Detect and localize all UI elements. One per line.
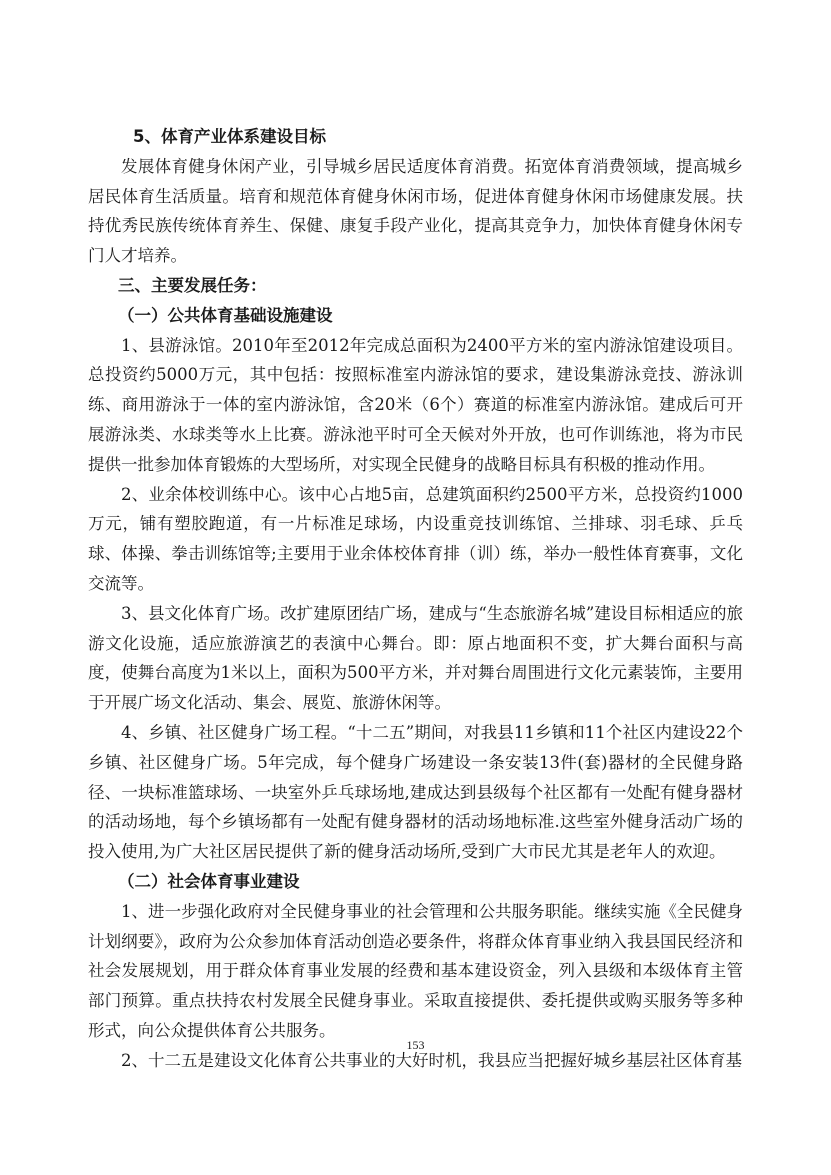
subheading-social-sports: （二）社会体育事业建设 xyxy=(118,871,300,891)
paragraph-sports-industry: 发展体育健身休闲产业，引导城乡居民适度体育消费。拓宽体育消费领域，提高城乡居民体育生活质量。培育和规范体育健身休闲市场，促进体育健身休闲市场健康发展。扶持优秀民族传统体育养生、保健、康复手段产业化，提高其竞争力，加快体育健身休闲专门人才培养。 xyxy=(88,156,743,266)
document-body xyxy=(88,122,743,1076)
section-heading-5: 5、体育产业体系建设目标 xyxy=(133,127,326,146)
paragraph-government-role: 1、进一步强化政府对全民健身事业的社会管理和公共服务职能。继续实施《全民健身计划纲要》，政府为公众参加体育活动创造必要条件，将群众体育事业纳入我县国民经济和社会发展规划，用于群众体育事业发展的经费和基本建设资金，列入县级和本级体育主管部门预算。重点扶持农村发展全民健身事业。采取直接提供、委托提供或购买服务等多种形式，向公众提供体育公共服务。 xyxy=(88,901,743,1040)
paragraph-training-center: 2、业余体校训练中心。该中心占地5亩，总建筑面积约2500平方米，总投资约1000万元，铺有塑胶跑道，有一片标准足球场，内设重竞技训练馆、兰排球、羽毛球、乒乓球、体操、拳击训练馆等;主要用于业余体校体育排（训）练，举办一般性体育赛事，文化交流等。 xyxy=(88,484,743,593)
subheading-public-facilities: （一）公共体育基础设施建设 xyxy=(118,305,333,325)
paragraph-swimming-hall: 1、县游泳馆。2010年至2012年完成总面积为2400平方米的室内游泳馆建设项目。总投资约5000万元，其中包括：按照标准室内游泳馆的要求，建设集游泳竞技、游泳训练、商用游泳于一体的室内游泳馆，含20米（6个）赛道的标准室内游泳馆。建成后可开展游泳类、水球类等水上比赛。游泳池平时可全天候对外开放，也可作训练池，将为市民提供一批参加体育锻炼的大型场所，对实现全民健身的战略目标具有积极的推动作用。 xyxy=(88,335,743,474)
paragraph-fitness-squares: 4、乡镇、社区健身广场工程。“十二五”期间，对我县11乡镇和11个社区内建设22个乡镇、社区健身广场。5年完成，每个健身广场建设一条安装13件(套)器材的全民健身路径、一块标准篮球场、一块室外乒乓球场地,建成达到县级每个社区都有一处配有健身器材的活动场地，每个乡镇场都有一处配有健身器材的活动场地标准.这些室外健身活动广场的投入使用,为广大社区居民提供了新的健身活动场所,受到广大市民尤其是老年人的欢迎。 xyxy=(88,722,743,862)
paragraph-twelfth-five-year: 2、十二五是建设文化体育公共事业的大好时机，我县应当把握好城乡基层社区体育基 xyxy=(121,1050,742,1070)
section-heading-main-tasks: 三、主要发展任务： xyxy=(118,275,267,295)
page-number: 153 xyxy=(406,1038,425,1052)
paragraph-culture-square: 3、县文化体育广场。改扩建原团结广场，建成与“生态旅游名城”建设目标相适应的旅游文化设施，适应旅游演艺的表演中心舞台。即：原占地面积不变，扩大舞台面积与高度，使舞台高度为1米以上，面积为500平方米，并对舞台周围进行文化元素装饰，主要用于开展广场文化活动、集会、展览、旅游休闲等。 xyxy=(88,603,743,713)
